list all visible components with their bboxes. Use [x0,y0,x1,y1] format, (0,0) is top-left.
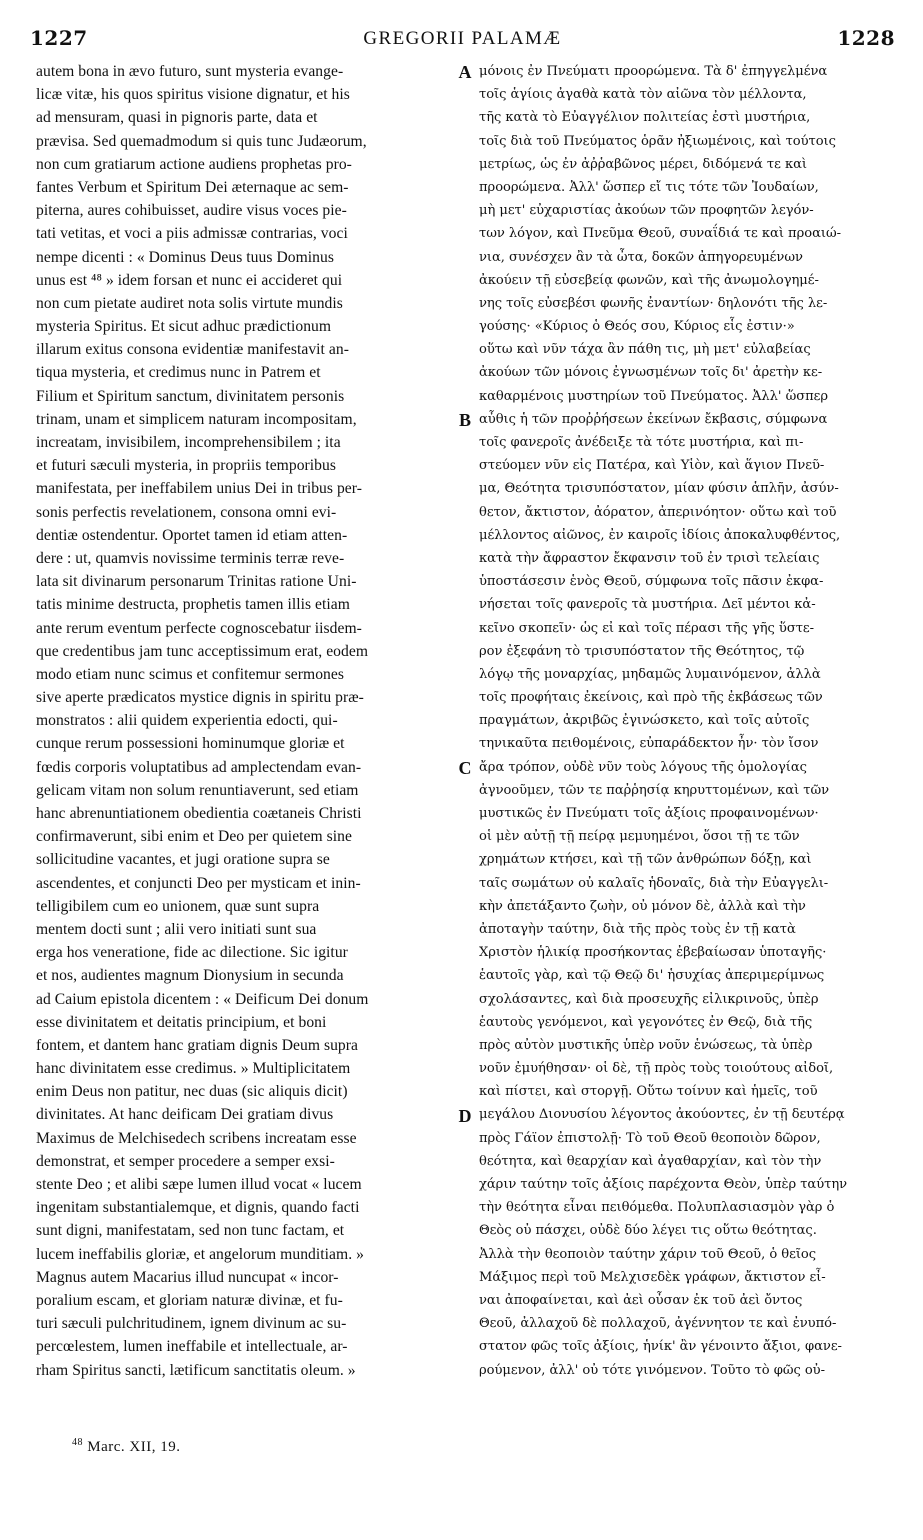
greek-text-line: νήσεται τοῖς φανεροῖς τὰ μυστήρια. Δεῖ μέντοι κἀ- [479,597,816,613]
greek-text-line: πραγμάτων, ἀκριβῶς ἐγινώσκετο, καὶ τοῖς αὐτοῖς [479,713,810,729]
latin-text-line: et nos, audientes magnum Dionysium in secunda [36,967,344,985]
latin-text-line: erga hos veneratione, fide ac dilectione. Sic igitur [36,944,348,962]
latin-text-line: gelicam vitam non solum renuntiaverunt, sed etiam [36,781,359,799]
greek-text-line: ἀκούων τῶν μόνοις ἐγνωσμένων τοῖς δι' ἀρετὴν κε- [479,365,823,381]
latin-text-line: tatis minime destructa, prophetis tamen illis etiam [36,596,350,614]
latin-text-line: unus est ⁴⁸ » idem forsan et nunc ei accideret qui [36,271,343,289]
latin-text-line: rham Spiritus sancti, lætificum sanctitatis oleum. » [36,1361,356,1379]
greek-text-line: θετον, ἄκτιστον, ἀόρατον, ἀπερινόητον· οὕτω καὶ τοῦ [479,504,837,520]
latin-text-line: monstratos : alii quidem experientia edocti, qui- [36,712,338,730]
greek-text-line: πρὸς Γάϊον ἐπιστολῇ· Τὸ τοῦ Θεοῦ θεοποιὸν δῶρον, [479,1130,821,1146]
latin-column [36,60,453,1382]
greek-text-line: ἑαυτοὺς γενόμενοι, καὶ γεγονότες ἐν Θεῷ, διὰ τῆς [479,1014,813,1030]
greek-text-line: ἑαυτοῖς γὰρ, καὶ τῷ Θεῷ δι' ἡσυχίας ἀπεριμερίμνως [479,968,825,984]
section-marker-d: D [458,1106,472,1126]
greek-text-line: οἱ μὲν αὐτῇ τῇ πείρᾳ μεμυημένοι, ὅσοι τῇ τε τῶν [479,829,800,845]
greek-text-line: σχολάσαντες, καὶ διὰ προσευχῆς εἰλικρινοῦς, ὑπὲρ [479,991,819,1007]
latin-text-line: sive aperte prædicatos mystice dignis in spiritu præ- [36,689,364,707]
latin-text-line: ad mensuram, quasi in pignoris parte, data et [36,109,318,127]
latin-text-line: poralium escam, et gloriam naturæ divinæ, et fu- [36,1291,343,1309]
footnote-text: Marc. XII, 19. [87,1439,181,1455]
section-marker-c: C [458,758,472,778]
greek-text-line: Θεὸς οὐ πάσχει, οὐδὲ δύο λέγει τις οὕτω θεότητας. [479,1223,817,1239]
greek-text-line: Θεοῦ, ἀλλαχοῦ δὲ πολλαχοῦ, ἀγέννητον τε καὶ ἐνυπό- [479,1316,837,1332]
latin-text-line: increatam, invisibilem, incomprehensibilem ; ita [36,434,341,451]
latin-text-line: esse divinitatem et deitatis principium, et boni [36,1013,327,1031]
greek-text-line: στατον φῶς τοῖς ἀξίοις, ἡνίκ' ἂν γένοιντο ἄξιοι, φανε- [479,1339,842,1355]
latin-text-line: nempe dicenti : « Dominus Deus tuus Dominus [36,248,334,266]
greek-text-line: κὴν ἀπετάξαντο ζωὴν, οὐ μόνον δὲ, ἀλλὰ καὶ τὴν [479,898,806,914]
greek-column [479,60,891,1382]
greek-text-line: καὶ πίστει, καὶ στοργῇ. Οὕτω τοίνυν καὶ ἡμεῖς, τοῦ [479,1084,818,1100]
left-page-number: 1227 [30,26,88,50]
latin-text-line: lata sit divinarum personarum Trinitas ratione Uni- [36,573,357,591]
greek-text-line: ὑποστάσεσιν ἑνὸς Θεοῦ, σύμφωνα τοῖς πᾶσιν ἐκφα- [479,574,824,590]
latin-text-line: dere : ut, quamvis novissime terminis terræ reve- [36,549,345,567]
greek-text-line: Ἀλλὰ τὴν θεοποιὸν ταύτην χάριν τοῦ Θεοῦ, ὁ θεῖος [479,1246,817,1262]
greek-text-line: καθαρμένοις μυστηρίων τοῦ Πνεύματος. Ἀλλ' ὥσπερ [479,388,829,404]
greek-text-line: προορώμενα. Ἀλλ' ὥσπερ εἴ τις τότε τῶν Ἰουδαίων, [479,179,819,195]
greek-text-line: ἀγνοοῦμεν, τῶν τε παῤῥησίᾳ κηρυττομένων, καὶ τῶν [479,782,830,798]
latin-text-line: fontem, et dantem hanc gratiam dignis Deum supra [36,1036,358,1054]
greek-text-line: λόγῳ τῆς μοναρχίας, μηδαμῶς λυμαινόμενον, ἀλλὰ [479,666,821,682]
greek-text-line: οὕτω καὶ νῦν τάχα ἂν πάθη τις, μὴ μετ' εὐλαβείας [479,342,811,358]
greek-text-line: μετρίως, ὡς ἐν ἀῤῥαβῶνος μέρει, διδόμενά τε καὶ [479,156,807,172]
greek-text-line: ἀποταγὴν ταύτην, διὰ τῆς πρὸς τοὺς ἐν τῇ κατὰ [479,921,796,937]
greek-text-line: ρούμενον, ἀλλ' οὐ τότε γινόμενον. Τοῦτο τὸ φῶς οὐ- [479,1362,825,1378]
latin-text-line: et futuri sæculi mysteria, in propriis temporibus [36,457,336,475]
latin-text-line: fantes Verbum et Spiritum Dei æternaque ac sem- [36,178,349,196]
latin-text-line: cunque rerum possessioni hominumque gloriæ et [36,735,345,753]
latin-text-line: ascendentes, et conjuncti Deo per mysticam et inin- [36,874,361,892]
section-marker-a: A [458,62,472,82]
latin-text-line: hanc divinitatem esse credimus. » Multiplicitatem [36,1060,351,1078]
latin-text-line: percœlestem, lumen ineffabile et intellectuale, ar- [36,1338,348,1356]
latin-text-line: sollicitudine vacantes, et jugi oratione supra se [36,851,330,869]
latin-text-line: licæ vitæ, his quos spiritus visione dignatur, et his [36,86,350,104]
greek-text-line: νης τοῖς εὐσεβέσι φωνῆς ἐναντίων· δηλονότι τῆς λε- [479,295,828,311]
latin-text-line: trinam, unam et simplicem naturam incompositam, [36,410,357,428]
greek-text-line: μέλλοντος αἰῶνος, ἐν καιροῖς ἰδίοις ἀποκαλυφθέντος, [479,527,841,543]
latin-text-line: mysteria Spiritus. Et sicut adhuc prædictionum [36,318,332,336]
latin-text-line: divinitates. At hanc deificam Dei gratiam divus [36,1106,334,1124]
greek-text-line: τοῖς προφήταις ἐκείνοις, καὶ πρὸ τῆς ἐκβάσεως τῶν [479,690,823,706]
greek-text-line: νοῦν ἐμυήθησαν· οἱ δὲ, τῇ πρὸς τοὺς τοιούτους αἰδοῖ, [479,1061,834,1077]
greek-text-line: τοῖς διὰ τοῦ Πνεύματος ὁρᾶν ἠξιωμένοις, καὶ τούτοις [479,133,836,149]
greek-text-line: χρημάτων κτήσει, καὶ τῇ τῶν ἀνθρώπων δόξῃ, καὶ [479,852,812,868]
latin-text-line: prævisa. Sed quemadmodum si quis tunc Judæorum, [36,132,367,150]
greek-text-line: αὖθις ἡ τῶν προῤῥήσεων ἐκείνων ἔκβασις, σύμφωνα [479,411,828,427]
greek-text-line: ρον ἐξεφάνη τὸ τρισυπόστατον τῆς Θεότητος, τῷ [479,643,805,659]
latin-text-line: ante rerum eventum perfecte cognoscebatur iisdem- [36,619,362,637]
greek-text-line: ναι ἀποφαίνεται, καὶ ἀεὶ οὖσαν ἐκ τοῦ ἀεὶ ὄντος [479,1292,803,1308]
latin-text-line: ad Caium epistola dicentem : « Deificum Dei donum [36,990,369,1008]
greek-text-line: πρὸς αὐτὸν μυστικῆς ὑπὲρ νοῦν ἑνώσεως, τὰ ὑπὲρ [479,1037,813,1053]
latin-text-line: stente Deo ; et alibi sæpe lumen illud vocat « lucem [36,1176,362,1193]
greek-text-line: των λόγον, καὶ Πνεῦμα Θεοῦ, συναΐδιά τε καὶ προαιώ- [479,226,841,242]
right-page-number: 1228 [837,26,895,50]
latin-text-line: Maximus de Melchisedech scribens increatam esse [36,1129,357,1147]
latin-text-line: piterna, aures cohibuisset, audire visus voces pie- [36,202,347,220]
greek-text-line: μὴ μετ' εὐχαριστίας ἀκούων τῶν προφητῶν λεγόν- [479,203,814,219]
latin-text-line: modo etiam nunc scimus et confitemur sermones [36,665,344,683]
greek-text-line: τὴν θεότητα εἶναι πειθόμεθα. Πολυπλασιασμὸν γὰρ ὁ [479,1200,835,1216]
greek-text-line: ἄρα τρόπον, οὐδὲ νῦν τοὺς λόγους τῆς ὁμολογίας [479,759,807,775]
footnote [72,1437,180,1456]
greek-text-line: στεύομεν νῦν εἰς Πατέρα, καὶ Υἱὸν, καὶ ἅγιον Πνεῦ- [479,458,825,474]
latin-text-line: telligibilem cum eo unionem, quæ sunt supra [36,897,320,915]
latin-text-line: que credentibus jam tunc acceptissimum erat, eodem [36,642,369,660]
greek-text-line: μεγάλου Διονυσίου λέγοντος ἀκούοντες, ἐν τῇ δευτέρᾳ [479,1107,845,1123]
greek-text-line: τοῖς φανεροῖς ἀνέδειξε τὰ τότε μυστήρια, καὶ πι- [479,435,804,450]
greek-text-line: γούσης· «Κύριος ὁ Θεός σου, Κύριος εἷς ἐστιν·» [479,319,795,335]
latin-text-line: sunt digni, manifestatam, sed non tunc factam, et [36,1222,345,1240]
latin-text-line: sonis perfectis revelationem, consona omni evi- [36,503,337,521]
greek-text-line: χάριν ταύτην τοῖς ἀξίοις παρέχοντα Θεὸν, ὑπὲρ ταύτην [479,1177,848,1192]
greek-text-line: μόνοις ἐν Πνεύματι προορώμενα. Τὰ δ' ἐπηγγελμένα [479,64,828,79]
latin-text-line: turi sæculi pulchritudinem, ignem divinum ac su- [36,1315,347,1333]
latin-text-line: non cum pietate audiret nota solis virtute mundis [36,294,343,312]
running-title: GREGORII PALAMÆ [363,28,562,49]
latin-text-line: enim Deus non patitur, nec duas (sic aliquis dicit) [36,1083,348,1101]
latin-text-line: autem bona in ævo futuro, sunt mysteria evange- [36,63,344,80]
greek-text-line: Χριστὸν ἡλικίᾳ προσήκοντας ἐβεβαίωσαν ὑποταγῆς· [479,945,827,961]
greek-text-line: κατὰ τὴν ἄφραστον ἔκφανσιν τοῦ ἐν τρισὶ τελείαις [479,550,820,566]
latin-text-line: tati vetitas, et voci a piis admissæ contrarias, voci [36,225,348,243]
latin-text-line: tiqua mysteria, et credimus nunc in Patrem et [36,364,321,382]
greek-text-line: τοῖς ἁγίοις ἀγαθὰ κατὰ τὸν αἰῶνα τὸν μέλλοντα, [479,87,807,103]
latin-text-line: dentiæ ostendentur. Oportet tamen id etiam atten- [36,526,348,544]
page-header [30,26,895,54]
latin-text-line: confirmaverunt, sibi enim et Deo per quietem sine [36,828,352,846]
greek-text-line: ἀκούειν τῇ εὐσεβείᾳ φωνῶν, καὶ τῆς ἀνωμολογημέ- [479,272,819,288]
greek-text-line: κεῖνο σκοπεῖν· ὡς εἰ καὶ τοῖς πέρασι τῆς γῆς ὕστε- [479,620,815,636]
latin-text-line: fœdis corporis voluptatibus ad amplectendam evan- [36,758,362,776]
latin-text-line: lucem ineffabilis gloriæ, et angelorum munditiam. » [36,1245,364,1263]
latin-text-line: hanc abrenuntiationem obedientia coætaneis Christi [36,805,362,822]
latin-text-line: non cum gratiarum actione audiens prophetas pro- [36,155,352,173]
section-marker-b: B [458,410,471,430]
greek-text-line: νια, συνέσχεν ἂν τὰ ὦτα, δοκῶν ἀπηγορευμένων [479,249,803,265]
greek-text-line: μα, Θεότητα τρισυπόστατον, μίαν φύσιν ἁπλῆν, ἀσύν- [479,481,839,497]
greek-text-line: μυστικῶς ἐν Πνεύματι τοῖς ἀξίοις προφαινομένων· [479,806,819,821]
greek-text-line: ταῖς σωμάτων οὐ καλαῖς ἡδοναῖς, διὰ τὴν Εὐαγγελι- [479,875,829,891]
greek-text-line: θεότητα, καὶ θεαρχίαν καὶ ἀγαθαρχίαν, καὶ τὸν τὴν [479,1153,822,1169]
greek-text-line: Μάξιμος περὶ τοῦ Μελχισεδὲκ γράφων, ἄκτιστον εἶ- [479,1269,826,1285]
greek-text-line: τῆς κατὰ τὸ Εὐαγγέλιον πολιτείας ἐστὶ μυστήρια, [479,110,811,126]
footnote-number: 48 [72,1437,83,1448]
latin-text-line: manifestata, per ineffabilem unius Dei in tribus per- [36,480,362,498]
latin-text-line: illarum exitus consona evidentiæ manifestavit an- [36,341,349,359]
latin-text-line: ingenitam substantialemque, et dignis, quando facti [36,1199,360,1217]
latin-text-line: Filium et Spiritum sanctum, divinitatem personis [36,387,345,405]
latin-text-line: Magnus autem Macarius illud nuncupat « incor- [36,1268,339,1286]
latin-text-line: demonstrat, et semper procedere a semper exsi- [36,1152,335,1170]
latin-text-line: mentem docti sunt ; alii vero initiati sunt sua [36,920,317,938]
greek-text-line: τηνικαῦτα πειθομένοις, εὐπαράδεκτον ἦν· τὸν ἴσον [479,736,819,752]
